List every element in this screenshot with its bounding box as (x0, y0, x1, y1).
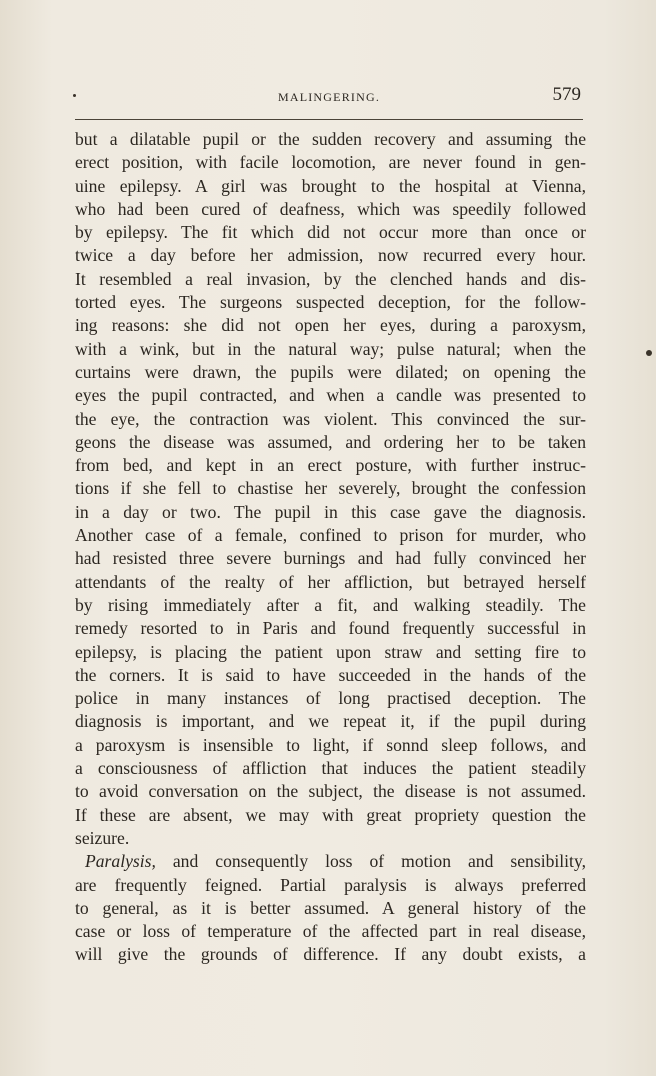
text-line: to general, as it is better assumed. A general history of the (75, 897, 586, 918)
text-line: It resembled a real invasion, by the clenched hands and dis- (75, 268, 586, 289)
page-number: 579 (552, 84, 581, 105)
italic-term: Paralysis, (85, 851, 156, 872)
ink-speck (646, 350, 652, 356)
text-line: seizure. (75, 827, 130, 848)
text-line: uine epilepsy. A girl was brought to the hospital at Vienna, (75, 175, 586, 196)
text-line: from bed, and kept in an erect posture, with further instruc- (75, 455, 586, 476)
text-line: had resisted three severe burnings and had fully convinced her (75, 548, 586, 569)
text-line: Another case of a female, confined to prison for murder, who (75, 525, 586, 546)
text-line: with a wink, but in the natural way; pulse natural; when the (75, 338, 586, 359)
text-line: torted eyes. The surgeons suspected deception, for the follow- (75, 292, 586, 313)
text-line (75, 850, 586, 873)
text-line: epilepsy, is placing the patient upon straw and setting fire to (75, 641, 586, 662)
text-line: but a dilatable pupil or the sudden recovery and assuming the (75, 129, 586, 149)
text-line: erect position, with facile locomotion, are never found in gen- (75, 152, 586, 173)
text-line: diagnosis is important, and we repeat it, if the pupil during (75, 711, 586, 732)
body-text (75, 128, 586, 967)
text-line: in a day or two. The pupil in this case gave the diagnosis. (75, 501, 586, 522)
page-header (75, 84, 583, 108)
paragraph-1 (75, 128, 586, 850)
text-line: the eye, the contraction was violent. This convinced the sur- (75, 408, 586, 429)
text-line: geons the disease was assumed, and ordering her to be taken (75, 431, 586, 452)
text-line: to avoid conversation on the subject, the disease is not assumed. (75, 781, 586, 802)
text-line: tions if she fell to chastise her severely, brought the confession (75, 478, 586, 499)
text-line: a paroxysm is insensible to light, if sonnd sleep follows, and (75, 734, 586, 755)
text-line: twice a day before her admission, now recurred every hour. (75, 245, 586, 266)
text-line: by rising immediately after a fit, and walking steadily. The (75, 594, 586, 615)
text-line: eyes the pupil contracted, and when a candle was presented to (75, 385, 586, 406)
text-span: and consequently loss of motion and sensibility, (155, 851, 586, 872)
text-line: case or loss of temperature of the affected part in real disease, (75, 921, 586, 942)
text-line: remedy resorted to in Paris and found frequently successful in (75, 618, 586, 639)
text-line: attendants of the realty of her affliction, but betrayed herself (75, 571, 586, 592)
text-line: a consciousness of affliction that induces the patient steadily (75, 758, 586, 779)
text-line: are frequently feigned. Partial paralysis is always preferred (75, 874, 586, 895)
text-line: curtains were drawn, the pupils were dilated; on opening the (75, 361, 586, 382)
header-rule (75, 119, 583, 120)
text-line: the corners. It is said to have succeeded in the hands of the (75, 664, 586, 685)
text-line: who had been cured of deafness, which was speedily followed (75, 198, 586, 219)
text-line: If these are absent, we may with great propriety question the (75, 804, 586, 825)
paragraph-2 (75, 850, 586, 966)
text-line: by epilepsy. The fit which did not occur more than once or (75, 222, 586, 243)
running-head: MALINGERING. (277, 90, 381, 104)
text-line: police in many instances of long practised deception. The (75, 688, 586, 709)
text-line: will give the grounds of difference. If any doubt exists, a (75, 944, 586, 965)
text-line: ing reasons: she did not open her eyes, during a paroxysm, (75, 315, 586, 336)
